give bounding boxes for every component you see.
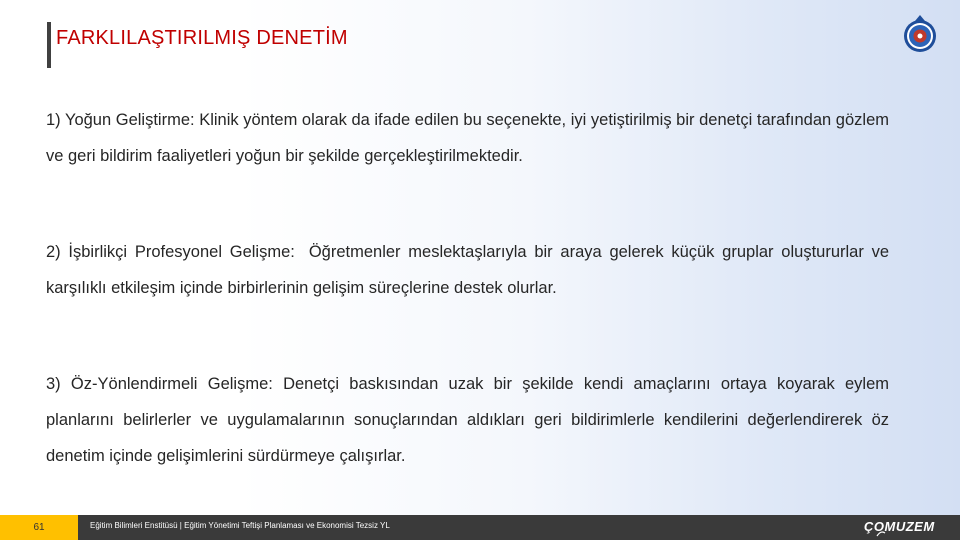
footer-course-text: Eğitim Bilimleri Enstitüsü | Eğitim Yönetimi Teftişi Planlaması ve Ekonomisi Tezsiz YL: [90, 521, 390, 530]
paragraph-intensive-development: 1) Yoğun Geliştirme: Klinik yöntem olarak da ifade edilen bu seçenekte, iyi yetiştirilmiş bir denetçi tarafından gözlem ve geri bildirim faaliyetleri yoğun bir şekilde gerçekleştirilmektedir.: [46, 111, 889, 165]
page-number: 61: [33, 522, 45, 533]
paragraph-self-directed-development: 3) Öz-Yönlendirmeli Gelişme: Denetçi baskısından uzak bir şekilde kendi amaçlarını ortaya koyarak eylem planlarını belirlerler ve uygulamalarının sonuçlarından aldıkları geri bildirimlerle kendilerini değerlendirerek öz denetim içinde gelişimlerini sürdürmeye çalışırlar.: [46, 375, 889, 465]
paragraph-collaborative-development: [46, 234, 889, 306]
slide-title: FARKLILAŞTIRILMIŞ DENETİM: [56, 27, 348, 49]
footer-brand-logo: ÇOMUZEM: [864, 519, 935, 534]
title-accent-bar: [47, 22, 51, 68]
brand-swoosh-icon: [876, 530, 886, 538]
university-seal-logo: [903, 14, 937, 54]
paragraph-body: Öğretmenler meslektaşlarıyla bir araya gelerek küçük gruplar oluştururlar ve karşılıklı etkileşim içinde birbirlerinin gelişim süreçlerine destek olurlar.: [46, 243, 890, 297]
paragraph-label: 2) İşbirlikçi Profesyonel Gelişme:: [46, 243, 295, 261]
